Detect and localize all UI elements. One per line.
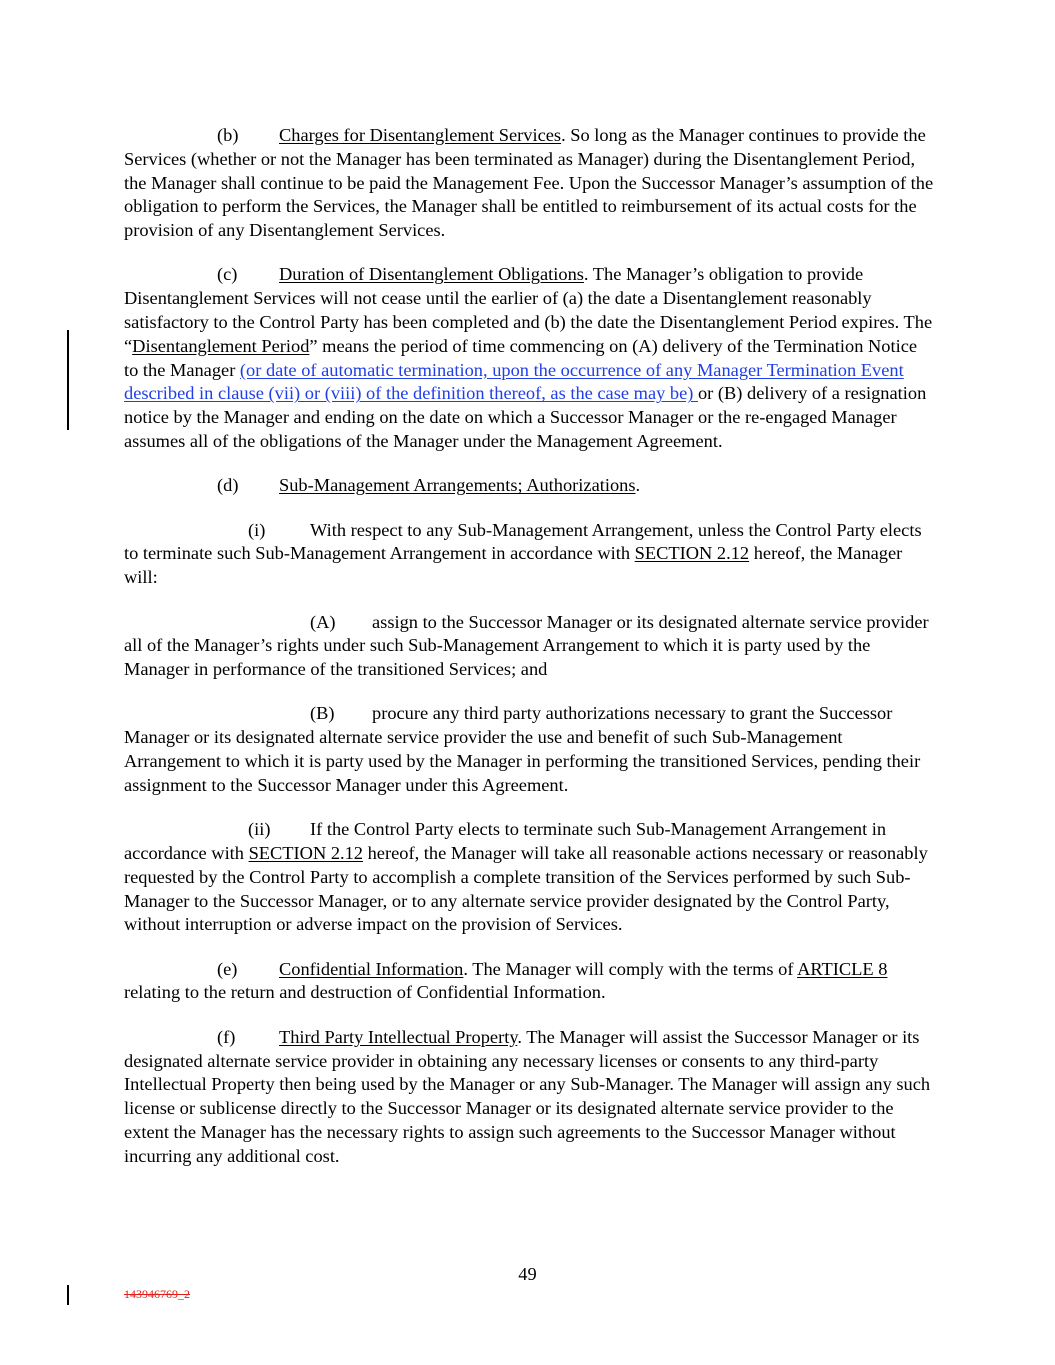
- paragraph-text: . The Manager will comply with the terms of: [463, 958, 798, 979]
- section-reference: SECTION 2.12: [248, 842, 364, 863]
- paragraph-text: With respect to any Sub-Management Arrangement, unless the Control Party elects to terminate such Sub-Management Arrangement in accordance with: [124, 519, 922, 564]
- paragraph-d-ii: [124, 818, 934, 937]
- paragraph-text: .: [635, 475, 641, 496]
- paragraph-label: (ii): [248, 819, 271, 840]
- change-bar: [67, 330, 69, 430]
- paragraph-text: . So long as the Manager continues to provide the Services (whether or not the Manager has been terminated as Manager) during the Disentanglement Period, the Manager shall continue to be paid the Management Fee. Upon the Successor Manager’s assumption of the obligation to perform the Services, the Manager shall be entitled to reimbursement of its actual costs for the provision of any Disentanglement Services.: [124, 125, 934, 241]
- change-bar: [67, 1285, 69, 1305]
- section-reference: SECTION 2.12: [634, 543, 750, 564]
- paragraph-label: (i): [248, 519, 266, 540]
- paragraph-heading: Confidential Information: [279, 958, 464, 979]
- paragraph-c: [124, 263, 934, 453]
- paragraph-label: (d): [217, 475, 239, 496]
- paragraph-d-i-A: [124, 611, 934, 682]
- paragraph-heading: Sub-Management Arrangements; Authorizations: [279, 475, 636, 496]
- paragraph-heading: Duration of Disentanglement Obligations: [279, 264, 584, 285]
- paragraph-text: relating to the return and destruction of Confidential Information.: [124, 982, 606, 1003]
- document-id: 143946769_2: [124, 1287, 190, 1301]
- page-number: 49: [518, 1264, 537, 1284]
- paragraph-label: (A): [310, 611, 336, 632]
- paragraph-text: hereof, the Manager will take all reasonable actions necessary or reasonably requested by the Control Party to accomplish a complete transition of the Services performed by such Sub-Manager to the Successor Manager, or to any alternate service provider designated by the Control Party, without interruption or adverse impact on the provision of Services.: [124, 842, 928, 935]
- paragraph-d-i-B: [124, 702, 934, 797]
- paragraph-text: procure any third party authorizations necessary to grant the Successor Manager or its designated alternate service provider the use and benefit of such Sub-Management Arrangement to which it is party used by the Manager in performing the transitioned Services, pending their assignment to the Successor Manager under this Agreement.: [124, 703, 921, 795]
- paragraph-text: or (B) delivery of a resignation notice by the Manager and ending on the date on which a Successor Manager or the re-engaged Manager assumes all of the obligations of the Manager under the Management Agreement.: [124, 383, 927, 452]
- paragraph-d-i: [124, 519, 934, 590]
- paragraph-d: [124, 474, 934, 498]
- paragraph-label: (c): [217, 264, 238, 285]
- paragraph-label: (e): [217, 958, 238, 979]
- article-reference: ARTICLE 8: [797, 958, 888, 979]
- paragraph-e: [124, 958, 934, 1006]
- paragraph-text: hereof, the Manager will:: [124, 543, 903, 588]
- paragraph-heading: Third Party Intellectual Property: [279, 1026, 518, 1047]
- paragraph-text: If the Control Party elects to terminate such Sub-Management Arrangement in accordance with: [124, 819, 887, 863]
- paragraph-label: (B): [310, 703, 335, 724]
- paragraph-heading: Charges for Disentanglement Services: [279, 125, 562, 145]
- inserted-text: (or date of automatic termination, upon the occurrence of any Manager Termination Event described in clause (vii) or (viii) of the definition thereof, as the case may be): [124, 359, 904, 404]
- paragraph-text: ” means the period of time commencing on (A) delivery of the Termination Notice to the Manager: [124, 335, 918, 380]
- defined-term: Disentanglement Period: [132, 335, 310, 356]
- document-body: [124, 124, 934, 1189]
- paragraph-label: (b): [217, 125, 239, 145]
- paragraph-f: [124, 1026, 934, 1169]
- paragraph-b: [124, 124, 934, 243]
- paragraph-text: assign to the Successor Manager or its designated alternate service provider all of the Manager’s rights under such Sub-Management Arrangement to which it is party used by the Manager in performance of the transitioned Services; and: [124, 611, 929, 680]
- paragraph-label: (f): [217, 1026, 236, 1047]
- paragraph-text: . The Manager’s obligation to provide Disentanglement Services will not cease until the earlier of (a) the date a Disentanglement reasonably satisfactory to the Control Party has been completed and (b) the date the Disentanglement Period expires. The “: [124, 264, 933, 356]
- paragraph-text: . The Manager will assist the Successor Manager or its designated alternate service provider in obtaining any necessary licenses or consents to any third-party Intellectual Property then being used by the Manager or any Sub-Manager. The Manager will assign any such license or sublicense directly to the Successor Manager or its designated alternate service provider to the extent the Manager has the necessary rights to assign such agreements to the Successor Manager without incurring any additional cost.: [124, 1026, 931, 1166]
